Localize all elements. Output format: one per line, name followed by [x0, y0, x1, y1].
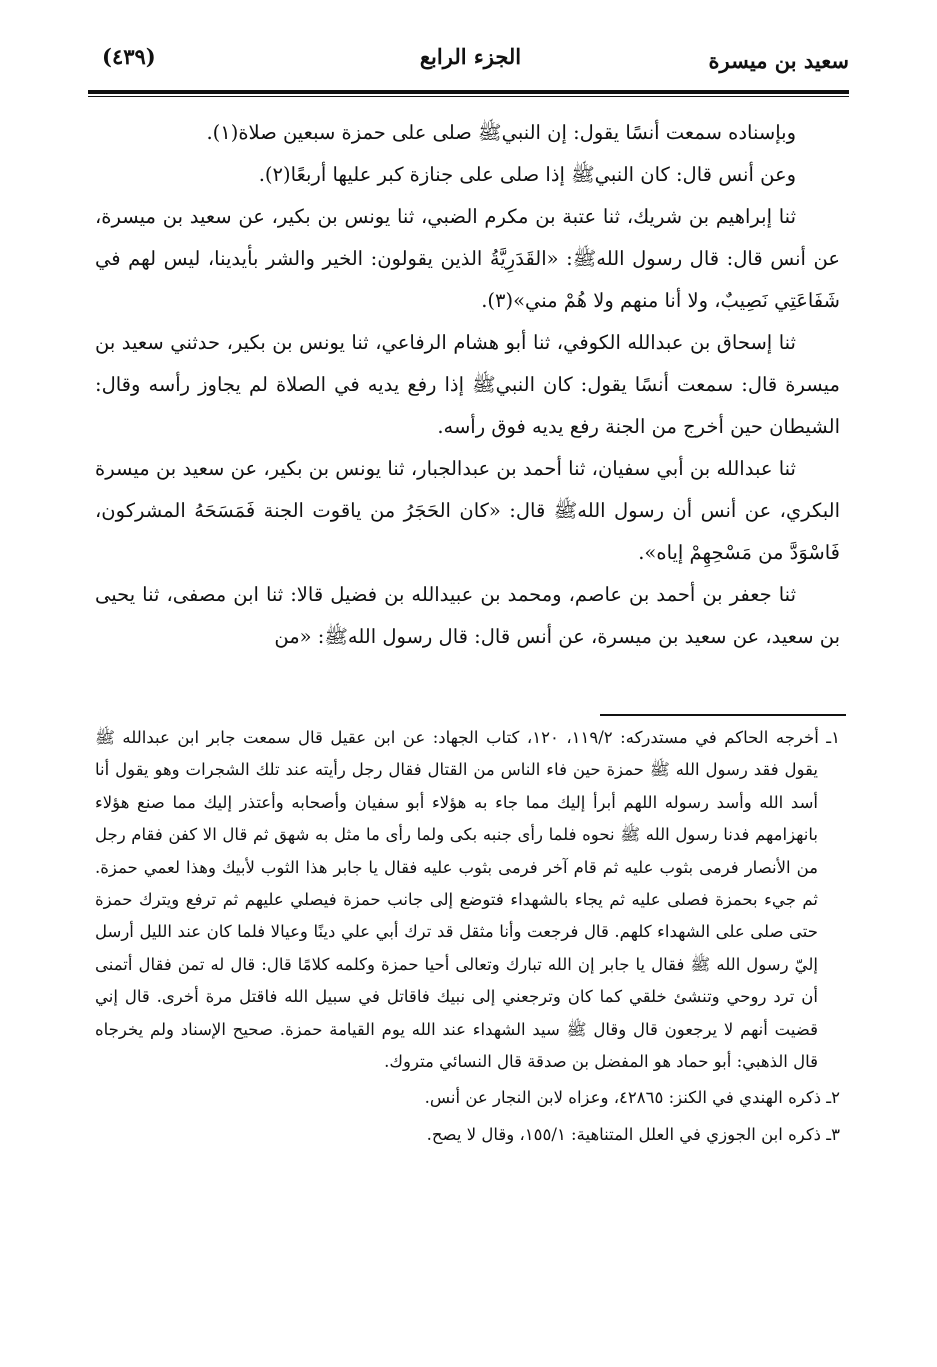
main-text [95, 112, 840, 658]
page-header [92, 38, 849, 88]
paragraph: وبإسناده سمعت أنسًا يقول: إن النبيﷺ صلى على حمزة سبعين صلاة(١). [206, 121, 796, 144]
volume-label: الجزء الرابع [419, 44, 522, 69]
page-number: (٤٣٩) [102, 44, 156, 69]
footnote-1: ١ـ أخرجه الحاكم في مستدركه: ١١٩/٢، ١٢٠، كتاب الجهاد: عن ابن عقيل قال سمعت جابر ابن عبدالله ﷺ يقول فقد رسول الله ﷺ حمزة حين فاء الناس من القتال فقال رجل رأيته عند تلك الشجرات وهو يقول أنا أسد الله وأسد رسوله اللهم أبرأ إليك مما جاء به هؤلاء أبو سفيان وأصحابه وأعتذر إليك مما صنع هؤلاء بانهزامهم فدنا رسول الله ﷺ نحوه فلما رأى جنبه بكى ولما رأى ما مثل به شهق ثم قال الا كفن فقام رجل من الأنصار فرمى بثوب عليه ثم قام آخر فرمى بثوب عليه فقال يا جابر هذا الثوب لأبيك وهذا لعمي حمزة. ثم جيء بحمزة فصلى عليه ثم يجاء بالشهداء فتوضع إلى جانب حمزة فيصلي عليهم ثم ترفع ويترك حمزة حتى صلى على الشهداء كلهم. قال فرجعت وأنا مثقل قد ترك أبي علي دينًا وعيالا فلما كان عند الليل أرسل إليّ رسول الله ﷺ فقال يا جابر إن الله تبارك وتعالى أحيا حمزة وكلمه كلامًا قال: قال له تمن فقال أتمنى أن ترد روحي وتنشئ خلقي كما كان وترجعني إلى نبيك فاقاتل في سبيل الله فاقتل مرة أخرى. قال إني قضيت أنهم لا يرجعون قال وقال ﷺ سيد الشهداء عند الله يوم القيامة حمزة. صحيح الإسناد ولم يخرجاه قال الذهبي: أبو حماد هو المفضل بن صدقة قال النسائي متروك. [95, 728, 840, 1072]
running-title: سعيد بن ميسرة [708, 48, 849, 73]
paragraph: ثنا عبدالله بن أبي سفيان، ثنا أحمد بن عبدالجبار، ثنا يونس بن بكير، عن سعيد بن ميسرة البكري، عن أنس أن رسول اللهﷺ قال: «كان الحَجَرُ من ياقوت الجنة فَمَسَحَهُ المشركون، فَاسْوَدَّ من مَسْحِهِمْ إياه». [95, 457, 840, 564]
footnotes [95, 722, 840, 1151]
paragraph: ثنا جعفر بن أحمد بن عاصم، ومحمد بن عبيدالله بن فضيل قالا: ثنا ابن مصفى، ثنا يحيى بن سعيد، عن سعيد بن ميسرة، عن أنس قال: قال رسول اللهﷺ: «من [95, 583, 840, 648]
paragraph: ثنا إسحاق بن عبدالله الكوفي، ثنا أبو هشام الرفاعي، ثنا يونس بن بكير، حدثني سعيد بن ميسرة قال: سمعت أنسًا يقول: كان النبيﷺ إذا رفع يديه في الصلاة لم يجاوز رأسه وقال: الشيطان حين أخرج من الجنة رفع يديه فوق رأسه. [95, 331, 840, 438]
paragraph: وعن أنس قال: كان النبيﷺ إذا صلى على جنازة كبر عليها أربعًا(٢). [258, 163, 796, 186]
paragraph: ثنا إبراهيم بن شريك، ثنا عتبة بن مكرم الضبي، ثنا يونس بن بكير، عن سعيد بن ميسرة، عن أنس قال: قال رسول اللهﷺ: «القَدَرِيَّةُ الذين يقولون: الخير والشر بأيدينا، ليس لهم في شَفَاعَتِي نَصِيبٌ، ولا أنا منهم ولا هُمْ مني»(٣). [95, 205, 840, 312]
footnote-3: ٣ـ ذكره ابن الجوزي في العلل المتناهية: ١٥٥/١، وقال لا يصح. [426, 1124, 840, 1144]
footnote-separator [600, 714, 846, 716]
header-rule-thick [88, 90, 849, 94]
header-rule-thin [88, 96, 849, 97]
footnote-2: ٢ـ ذكره الهندي في الكنز: ٤٢٨٦٥، وعزاه لابن النجار عن أنس. [424, 1088, 840, 1108]
